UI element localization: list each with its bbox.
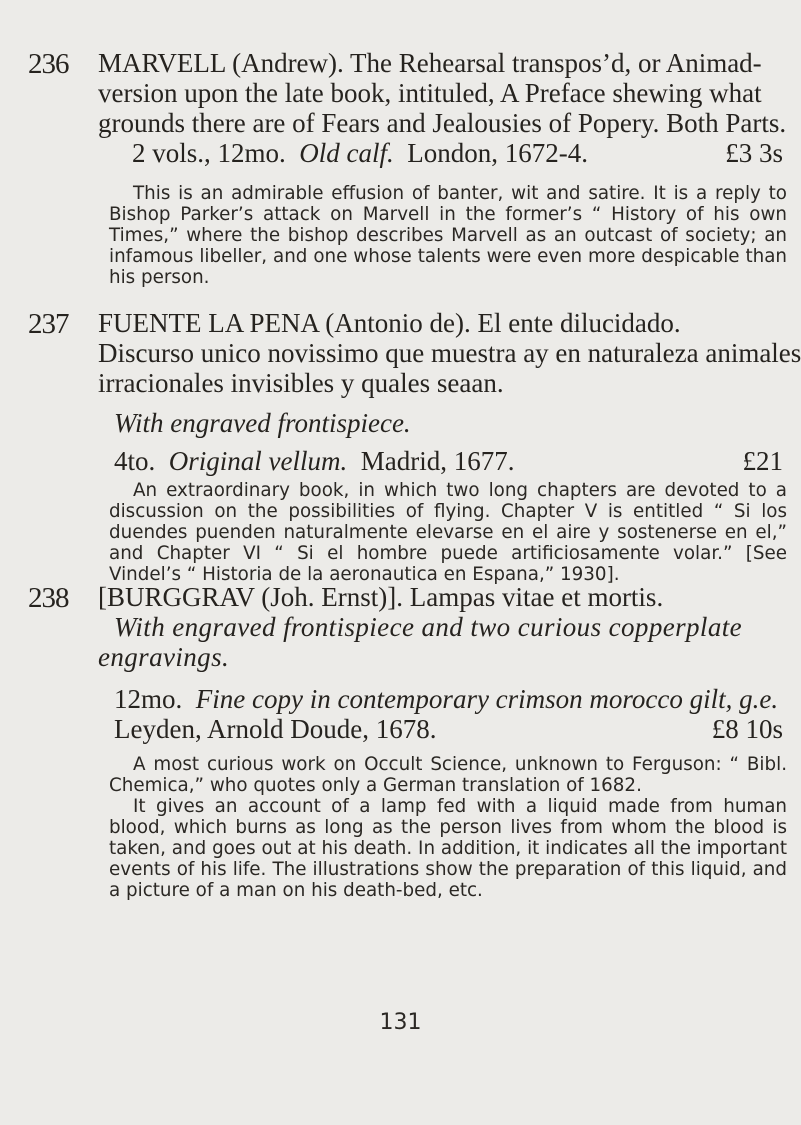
lot-number: 238 — [28, 582, 69, 614]
price: £8 10s — [711, 714, 783, 744]
entry-heading — [98, 582, 787, 744]
format: 2 vols., 12mo. — [132, 138, 286, 168]
heading-line: grounds there are of Fears and Jealousies of Popery. Both Parts. — [98, 108, 787, 138]
entry-heading — [98, 48, 787, 168]
illustrations-line: With engraved frontispiece. — [114, 408, 411, 438]
format: 12mo. — [114, 684, 183, 714]
heading-line: version upon the late book, intituled, A Preface shewing what — [98, 78, 762, 108]
lot-number: 237 — [28, 308, 69, 340]
binding: Original vellum. — [168, 446, 348, 476]
note-paragraph: A most curious work on Occult Science, unknown to Ferguson: “ Bibl. Chemica,” who quotes only a German translation of 1682. — [109, 754, 787, 796]
illustrations-line: With engraved frontispiece and two curious copperplate — [114, 612, 743, 642]
lot-number: 236 — [28, 48, 69, 80]
note-paragraph: This is an admirable effusion of banter, wit and satire. It is a reply to Bishop Parker’s attack on Marvell in the former’s “ History of his own Times,” where the bishop describes Marvell as an outcast of society; an infamous libeller, and one whose talents were even more despicable than his person. — [109, 183, 787, 288]
heading-line: irracionales invisibles y quales seaan. — [98, 368, 504, 398]
entry-note — [109, 754, 787, 901]
format: 4to. — [114, 446, 156, 476]
heading-line: [BURGGRAV (Joh. Ernst)]. Lampas vitae et mortis. — [98, 582, 664, 612]
imprint: Madrid, 1677. — [360, 446, 515, 476]
description-line — [102, 684, 787, 714]
entry-heading — [98, 308, 801, 476]
page-number: 131 — [379, 1010, 422, 1035]
price: £21 — [742, 446, 783, 476]
binding: Old calf. — [299, 138, 394, 168]
note-paragraph: An extraordinary book, in which two long chapters are devoted to a discussion on the possibilities of flying. Chapter V is entitled “ Si los duendes puenden naturalmente elevarse en el aire y sostenerse en el,” and Chapter VI “ Si el hombre puede artificiosamente volar.” [See Vindel’s “ Historia de la aeronautica en Espana,” 1930]. — [109, 480, 787, 585]
heading-line: Discurso unico novissimo que muestra ay en naturaleza animales — [98, 338, 801, 368]
imprint: Leyden, Arnold Doude, 1678. — [114, 714, 437, 744]
imprint: London, 1672-4. — [407, 138, 588, 168]
entry-note — [109, 480, 787, 585]
description-group — [132, 138, 588, 168]
illustrations-line: engravings. — [98, 642, 230, 672]
description-line — [102, 446, 787, 476]
entry-note — [109, 183, 787, 288]
description-line — [102, 138, 787, 168]
description-group — [114, 446, 515, 476]
heading-line: MARVELL (Andrew). The Rehearsal transpos’d, or Animad- — [98, 48, 762, 78]
note-paragraph: It gives an account of a lamp fed with a liquid made from human blood, which burns as long as the person lives from whom the blood is taken, and goes out at his death. In addition, it indicates all the important events of his life. The illustrations show the preparation of this liquid, and a picture of a man on his death-bed, etc. — [109, 796, 787, 901]
imprint-line — [102, 714, 787, 744]
binding: Fine copy in contemporary crimson morocco gilt, g.e. — [195, 684, 779, 714]
heading-line: FUENTE LA PENA (Antonio de). El ente dilucidado. — [98, 308, 681, 338]
description-group — [114, 684, 779, 714]
price: £3 3s — [725, 138, 783, 168]
